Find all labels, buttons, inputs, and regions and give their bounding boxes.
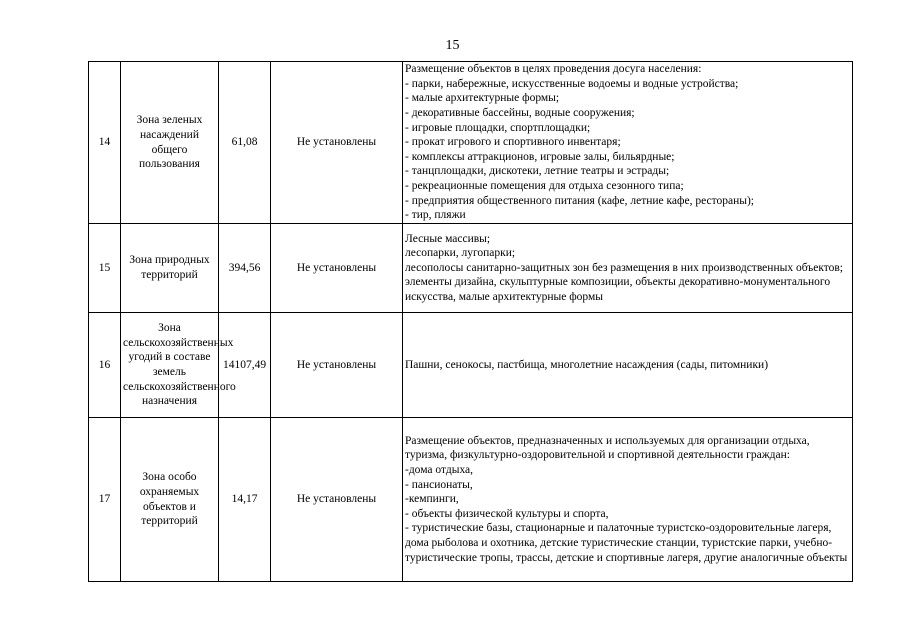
use-item: - прокат игрового и спортивного инвентаря; [405,136,621,149]
row-number: 14 [89,62,121,224]
zone-limits: Не установлены [271,62,403,224]
use-item: - парки, набережные, искусственные водоемы и водные устройства; [405,77,739,90]
zone-name: Зона природных территорий [121,224,219,313]
use-item: Размещение объектов, предназначенных и используемых для организации отдыха, туризма, физкультурно-оздоровительной и спортивной деятельности граждан: [405,434,810,462]
zone-limits: Не установлены [271,313,403,418]
zone-name: Зона особо охраняемых объектов и территорий [121,418,219,582]
page-number: 15 [445,38,460,53]
use-item: - предприятия общественного питания (кафе, летние кафе, рестораны); [405,194,754,207]
use-item: - комплексы аттракционов, игровые залы, бильярдные; [405,150,675,163]
zone-name: Зона зеленых насаждений общего пользования [121,62,219,224]
row-number: 16 [89,313,121,418]
use-item: Размещение объектов в целях проведения досуга населения: [405,63,702,76]
table-row [89,224,853,313]
table-row [89,62,853,224]
use-item: - рекреационные помещения для отдыха сезонного типа; [405,179,684,192]
use-item: Лесные массивы; [405,232,491,245]
zone-uses [403,224,853,313]
zone-area: 61,08 [219,62,271,224]
use-item: - игровые площадки, спортплощадки; [405,121,591,134]
row-number: 17 [89,418,121,582]
table-row [89,313,853,418]
use-item: -дома отдыха, [405,464,474,477]
use-item: лесополосы санитарно-защитных зон без размещения в них производственных объектов; [405,261,843,274]
zone-uses [403,313,853,418]
use-item: -кемпинги, [405,493,459,506]
zone-uses [403,62,853,224]
use-item: - туристические базы, стационарные и палаточные туристско-оздоровительные лагеря, дома рыболова и охотника, детские туристические станции, туристские парки, учебно-туристические тропы, трассы, детские и спортивные лагеря, другие аналогичные объекты [405,522,848,564]
table-row [89,418,853,582]
use-item: - декоративные бассейны, водные сооружения; [405,107,635,120]
zone-area: 14,17 [219,418,271,582]
use-item: лесопарки, лугопарки; [405,247,516,260]
zone-uses [403,418,853,582]
use-item: Пашни, сенокосы, пастбища, многолетние насаждения (сады, питомники) [405,358,769,371]
zone-name: Зона сельскохозяйственных угодий в составе земель сельскохозяйственного назначения [121,313,219,418]
use-item: - танцплощадки, дискотеки, летние театры и эстрады; [405,165,670,178]
zone-area: 14107,49 [219,313,271,418]
row-number: 15 [89,224,121,313]
zone-area: 394,56 [219,224,271,313]
use-item: - малые архитектурные формы; [405,92,560,105]
use-item: - тир, пляжи [405,209,466,222]
zones-table [88,61,853,582]
use-item: - пансионаты, [405,478,473,491]
use-item: элементы дизайна, скульптурные композиции, объекты декоративно-монументального искусства, малые архитектурные формы [405,276,831,303]
use-item: - объекты физической культуры и спорта, [405,507,609,520]
zone-limits: Не установлены [271,418,403,582]
zone-limits: Не установлены [271,224,403,313]
